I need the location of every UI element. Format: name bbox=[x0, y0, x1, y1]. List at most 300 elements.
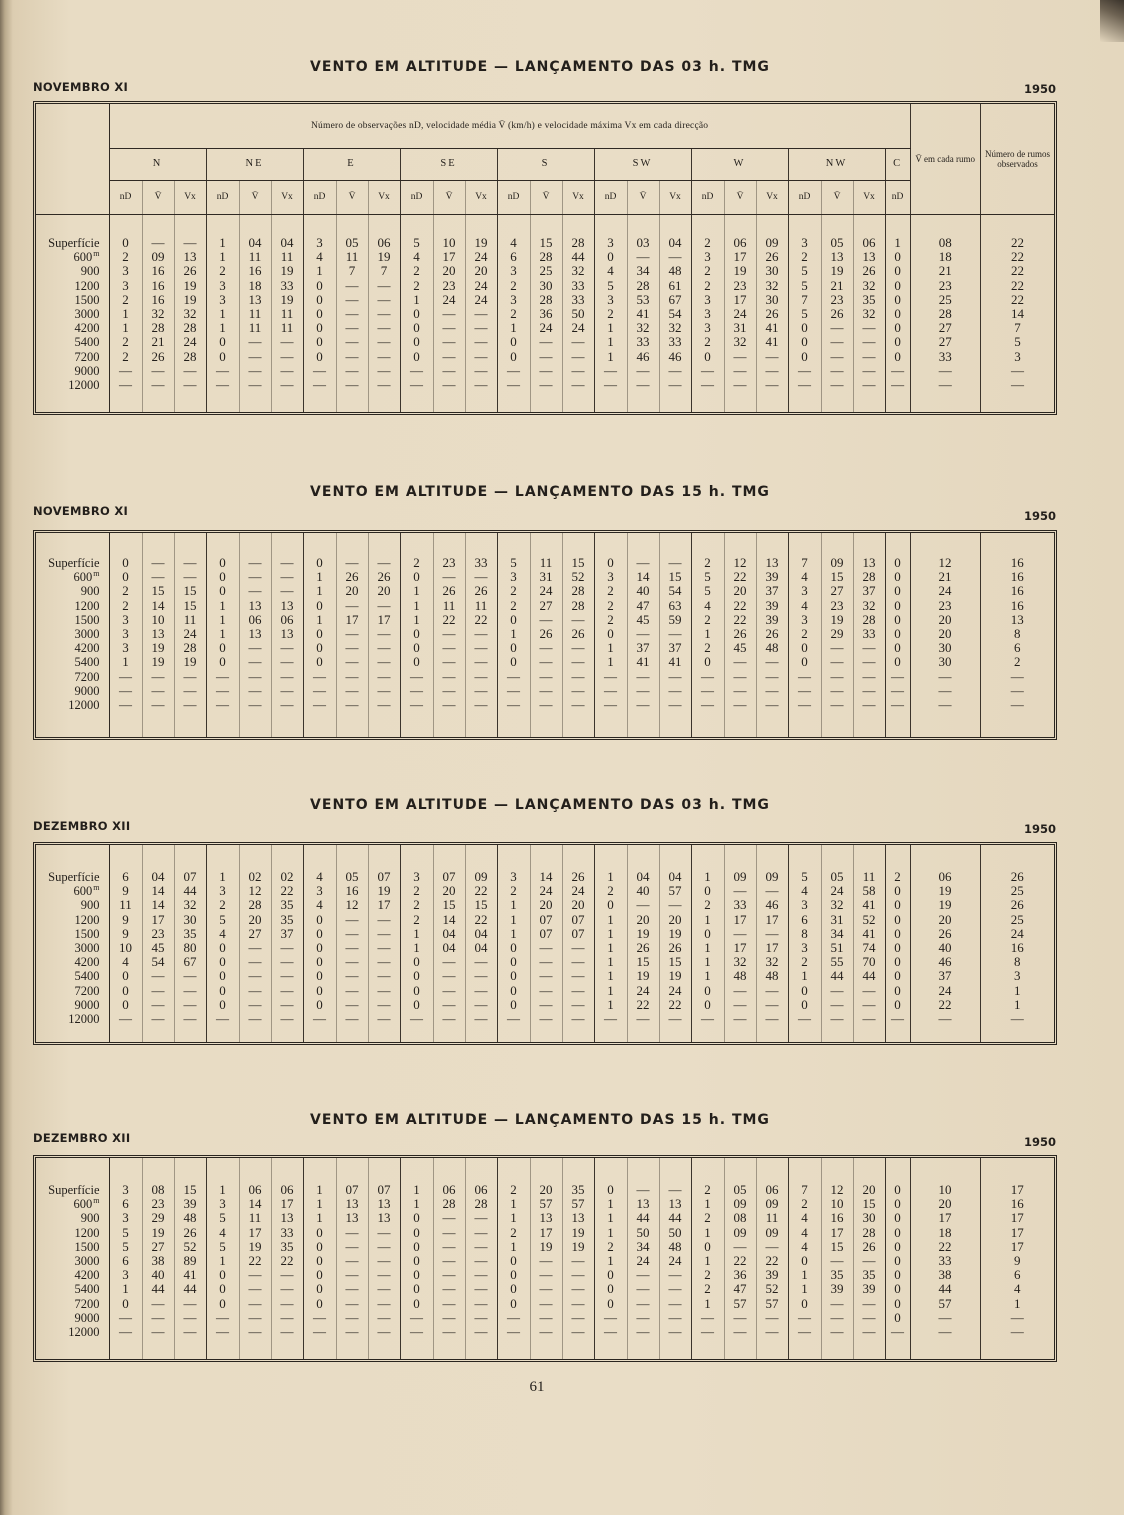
table-cell: — bbox=[433, 627, 465, 641]
table-cell: 0 bbox=[206, 969, 239, 983]
table-cell: — bbox=[336, 955, 368, 969]
table-cell: 06 bbox=[271, 1183, 303, 1197]
table-cell: — bbox=[174, 670, 206, 684]
table-cell: 0 bbox=[885, 1297, 910, 1311]
empty-cell bbox=[788, 214, 821, 236]
table-cell: 24 bbox=[659, 1254, 691, 1268]
altitude-label bbox=[36, 998, 109, 1012]
table-row bbox=[36, 264, 1054, 278]
table-cell: 05 bbox=[821, 236, 853, 250]
table-cell: 0 bbox=[885, 884, 910, 898]
table-cell: 19 bbox=[659, 927, 691, 941]
table-cell: 0 bbox=[788, 984, 821, 998]
table-cell: 28 bbox=[910, 307, 980, 321]
table-cell: 44 bbox=[142, 1282, 174, 1296]
table-cell: 0 bbox=[885, 913, 910, 927]
subcolumn-header: nD bbox=[885, 180, 910, 214]
empty-cell bbox=[433, 845, 465, 870]
altitude-text: 7200 bbox=[74, 1296, 100, 1311]
table-cell: 9 bbox=[109, 913, 142, 927]
table-cell: — bbox=[562, 1325, 594, 1339]
table-cell: 04 bbox=[659, 236, 691, 250]
empty-cell bbox=[497, 1339, 530, 1359]
table-cell: 0 bbox=[885, 293, 910, 307]
empty-cell bbox=[627, 392, 659, 412]
table-cell: 3 bbox=[206, 279, 239, 293]
altitude-label bbox=[36, 556, 109, 570]
table-cell: 22 bbox=[271, 884, 303, 898]
table-cell: — bbox=[821, 670, 853, 684]
empty-cell bbox=[174, 1026, 206, 1042]
table-cell: 15 bbox=[465, 898, 497, 912]
altitude-text: 7200 bbox=[74, 669, 100, 684]
table-cell: — bbox=[400, 378, 433, 392]
table-cell: 16 bbox=[980, 941, 1054, 955]
table-cell: — bbox=[368, 1012, 400, 1026]
table-cell: 0 bbox=[497, 941, 530, 955]
table-cell: 39 bbox=[756, 599, 788, 613]
table-cell: — bbox=[659, 1268, 691, 1282]
table-cell: 0 bbox=[788, 641, 821, 655]
table-cell: 0 bbox=[885, 613, 910, 627]
table-cell: 16 bbox=[980, 1197, 1054, 1211]
table-cell: 5 bbox=[206, 1240, 239, 1254]
altitude-text: 900 bbox=[80, 898, 100, 913]
table-cell: 1 bbox=[594, 321, 627, 335]
table-cell: — bbox=[271, 969, 303, 983]
table-cell: — bbox=[821, 1012, 853, 1026]
table-cell: 0 bbox=[497, 350, 530, 364]
table-cell: 0 bbox=[497, 655, 530, 669]
table-cell: — bbox=[627, 1282, 659, 1296]
altitude-text: 4200 bbox=[74, 321, 100, 336]
altitude-text: 12000 bbox=[68, 1324, 100, 1339]
table-cell: — bbox=[465, 655, 497, 669]
table-cell: 2 bbox=[109, 293, 142, 307]
table-cell: 18 bbox=[239, 279, 271, 293]
table-cell: — bbox=[271, 1311, 303, 1325]
table-cell: — bbox=[853, 335, 885, 349]
table-cell: 40 bbox=[910, 941, 980, 955]
empty-cell bbox=[174, 533, 206, 556]
table-cell: — bbox=[336, 684, 368, 698]
empty-cell bbox=[239, 533, 271, 556]
table-cell: — bbox=[433, 1268, 465, 1282]
table-cell: 1 bbox=[109, 655, 142, 669]
table-cell: — bbox=[627, 250, 659, 264]
table-cell: — bbox=[821, 335, 853, 349]
empty-cell bbox=[368, 533, 400, 556]
table-cell: 54 bbox=[142, 955, 174, 969]
table-cell: — bbox=[562, 1311, 594, 1325]
table-cell: 0 bbox=[497, 335, 530, 349]
table-cell: 04 bbox=[465, 927, 497, 941]
table-cell: 3 bbox=[594, 570, 627, 584]
table-cell: — bbox=[980, 1325, 1054, 1339]
table-cell: — bbox=[821, 321, 853, 335]
empty-cell bbox=[885, 845, 910, 870]
empty-cell bbox=[303, 845, 336, 870]
table-cell: 28 bbox=[239, 898, 271, 912]
table-cell: 26 bbox=[562, 870, 594, 884]
table-cell: 25 bbox=[530, 264, 562, 278]
table-cell: — bbox=[691, 364, 724, 378]
table-cell: — bbox=[271, 655, 303, 669]
table-cell: 4 bbox=[788, 1226, 821, 1240]
table-cell: 0 bbox=[885, 969, 910, 983]
table-cell: 4 bbox=[788, 1240, 821, 1254]
table-cell: 17 bbox=[142, 913, 174, 927]
table-cell: — bbox=[271, 670, 303, 684]
altitude-label bbox=[36, 307, 109, 321]
table-cell: 0 bbox=[885, 1240, 910, 1254]
table-cell: 44 bbox=[853, 969, 885, 983]
table-cell: — bbox=[659, 556, 691, 570]
table-cell: 24 bbox=[465, 293, 497, 307]
empty-cell bbox=[303, 392, 336, 412]
empty-cell bbox=[433, 1339, 465, 1359]
table-cell: 33 bbox=[465, 556, 497, 570]
table-cell: 39 bbox=[756, 1268, 788, 1282]
table-cell: 06 bbox=[368, 236, 400, 250]
table-cell: 35 bbox=[562, 1183, 594, 1197]
table-cell: — bbox=[724, 927, 756, 941]
table-cell: 5 bbox=[206, 1211, 239, 1225]
wind-table bbox=[36, 533, 1054, 737]
table-cell: 3 bbox=[206, 1197, 239, 1211]
table-cell: — bbox=[756, 378, 788, 392]
empty-cell bbox=[142, 392, 174, 412]
altitude-label bbox=[36, 1268, 109, 1282]
table-cell: 23 bbox=[910, 599, 980, 613]
table-cell: 19 bbox=[910, 884, 980, 898]
table-cell: — bbox=[724, 684, 756, 698]
table-cell: — bbox=[433, 1297, 465, 1311]
table-cell: — bbox=[303, 670, 336, 684]
altitude-label bbox=[36, 364, 109, 378]
table-cell: 1 bbox=[594, 969, 627, 983]
table-cell: 32 bbox=[562, 264, 594, 278]
table-row bbox=[36, 335, 1054, 349]
table-cell: 26 bbox=[756, 627, 788, 641]
table-cell: 0 bbox=[206, 641, 239, 655]
table-cell: 1 bbox=[594, 1254, 627, 1268]
table-cell: 20 bbox=[659, 913, 691, 927]
table-cell: 2 bbox=[691, 279, 724, 293]
table-cell: 0 bbox=[303, 984, 336, 998]
empty-cell bbox=[206, 214, 239, 236]
empty-cell bbox=[910, 712, 980, 737]
table-row bbox=[36, 350, 1054, 364]
table-cell: 3 bbox=[980, 350, 1054, 364]
table-cell: 2 bbox=[206, 898, 239, 912]
table-cell: — bbox=[980, 364, 1054, 378]
table-cell: 54 bbox=[659, 307, 691, 321]
table-cell: 04 bbox=[627, 870, 659, 884]
table-cell: 20 bbox=[562, 898, 594, 912]
table-cell: 32 bbox=[174, 307, 206, 321]
table-cell: 16 bbox=[980, 556, 1054, 570]
table-cell: 0 bbox=[497, 969, 530, 983]
table-cell: — bbox=[530, 684, 562, 698]
table-cell: 15 bbox=[433, 898, 465, 912]
table-cell: — bbox=[206, 1012, 239, 1026]
table-cell: 35 bbox=[271, 913, 303, 927]
table-cell: — bbox=[142, 1325, 174, 1339]
table-cell: 57 bbox=[659, 884, 691, 898]
table-cell: 06 bbox=[465, 1183, 497, 1197]
table-cell: 0 bbox=[497, 1282, 530, 1296]
table-cell: — bbox=[368, 941, 400, 955]
table-cell: — bbox=[271, 556, 303, 570]
empty-cell bbox=[530, 1158, 562, 1183]
table-cell: 24 bbox=[821, 884, 853, 898]
table-cell: — bbox=[465, 335, 497, 349]
table-cell: 09 bbox=[821, 556, 853, 570]
empty-cell bbox=[885, 1158, 910, 1183]
page-number: 61 bbox=[529, 1379, 545, 1395]
table-cell: — bbox=[239, 335, 271, 349]
table-cell: — bbox=[465, 955, 497, 969]
table-cell: 46 bbox=[910, 955, 980, 969]
empty-cell bbox=[594, 1158, 627, 1183]
table-cell: 1 bbox=[206, 236, 239, 250]
subcolumn-header: nD bbox=[400, 180, 433, 214]
table-cell: 7 bbox=[980, 321, 1054, 335]
table-cell: — bbox=[530, 378, 562, 392]
table-cell: 0 bbox=[303, 955, 336, 969]
table-cell: — bbox=[691, 1311, 724, 1325]
table-cell: — bbox=[142, 1311, 174, 1325]
table-cell: — bbox=[336, 641, 368, 655]
empty-cell bbox=[497, 533, 530, 556]
table-cell: 40 bbox=[627, 584, 659, 598]
table-cell: — bbox=[530, 955, 562, 969]
table-cell: 19 bbox=[910, 898, 980, 912]
table-cell: 15 bbox=[659, 955, 691, 969]
table-cell: — bbox=[627, 670, 659, 684]
table-cell: 1 bbox=[594, 350, 627, 364]
table-cell: — bbox=[465, 698, 497, 712]
empty-cell bbox=[788, 392, 821, 412]
table-cell: 0 bbox=[400, 570, 433, 584]
empty-cell bbox=[821, 392, 853, 412]
table-cell: 0 bbox=[400, 1282, 433, 1296]
table-cell: — bbox=[659, 378, 691, 392]
table-cell: — bbox=[530, 670, 562, 684]
table-cell: 31 bbox=[530, 570, 562, 584]
empty-cell bbox=[594, 845, 627, 870]
table-cell: 08 bbox=[910, 236, 980, 250]
table-cell: 20 bbox=[627, 913, 659, 927]
table-cell: 0 bbox=[885, 307, 910, 321]
empty-cell bbox=[853, 1339, 885, 1359]
empty-cell bbox=[239, 214, 271, 236]
direction-header: NW bbox=[788, 148, 885, 180]
table-cell: 63 bbox=[659, 599, 691, 613]
altitude-label bbox=[36, 250, 109, 264]
table-cell: 1 bbox=[303, 613, 336, 627]
altitude-text: 12000 bbox=[68, 1011, 100, 1026]
table-cell: 1 bbox=[691, 969, 724, 983]
table-cell: — bbox=[239, 641, 271, 655]
empty-cell bbox=[433, 392, 465, 412]
table-cell: 13 bbox=[853, 556, 885, 570]
table-cell: — bbox=[910, 364, 980, 378]
table-cell: 0 bbox=[885, 1211, 910, 1225]
table-cell: — bbox=[821, 998, 853, 1012]
table-cell: — bbox=[206, 1325, 239, 1339]
table-cell: 0 bbox=[885, 898, 910, 912]
table-cell: 0 bbox=[885, 1311, 910, 1325]
table-cell: 11 bbox=[271, 307, 303, 321]
table-cell: 41 bbox=[627, 307, 659, 321]
table-cell: 67 bbox=[174, 955, 206, 969]
table-cell: — bbox=[659, 364, 691, 378]
table-cell: 03 bbox=[627, 236, 659, 250]
table-cell: 26 bbox=[433, 584, 465, 598]
altitude-text: 4200 bbox=[74, 955, 100, 970]
table-cell: — bbox=[980, 1012, 1054, 1026]
table-cell: — bbox=[109, 364, 142, 378]
empty-cell bbox=[368, 712, 400, 737]
table-cell: 17 bbox=[368, 613, 400, 627]
subcolumn-header: nD bbox=[788, 180, 821, 214]
table-cell: 5 bbox=[788, 264, 821, 278]
empty-cell bbox=[206, 1026, 239, 1042]
table-cell: 30 bbox=[756, 264, 788, 278]
table-cell: 17 bbox=[980, 1183, 1054, 1197]
empty-cell bbox=[336, 845, 368, 870]
table-cell: — bbox=[562, 378, 594, 392]
table-cell: 2 bbox=[109, 584, 142, 598]
table-cell: 13 bbox=[368, 1197, 400, 1211]
table-cell: 15 bbox=[853, 1197, 885, 1211]
table-cell: 12 bbox=[910, 556, 980, 570]
empty-cell bbox=[980, 533, 1054, 556]
altitude-text: 3000 bbox=[74, 307, 100, 322]
table-cell: 20 bbox=[910, 1197, 980, 1211]
table-cell: 53 bbox=[627, 293, 659, 307]
table-cell: — bbox=[239, 941, 271, 955]
table-row bbox=[36, 670, 1054, 684]
table-cell: 0 bbox=[303, 1268, 336, 1282]
empty-cell bbox=[400, 845, 433, 870]
empty-cell bbox=[530, 1339, 562, 1359]
table-cell: 24 bbox=[659, 984, 691, 998]
empty-cell bbox=[788, 1026, 821, 1042]
empty-cell bbox=[109, 1026, 142, 1042]
table-cell: 21 bbox=[142, 335, 174, 349]
table-cell: — bbox=[239, 698, 271, 712]
table-cell: — bbox=[594, 684, 627, 698]
table-cell: — bbox=[756, 684, 788, 698]
altitude-text: 5400 bbox=[74, 1282, 100, 1297]
table-cell: — bbox=[271, 1268, 303, 1282]
table-cell: 09 bbox=[756, 870, 788, 884]
table-cell: — bbox=[530, 969, 562, 983]
altitude-label bbox=[36, 913, 109, 927]
table-cell: — bbox=[562, 655, 594, 669]
table-cell: 13 bbox=[239, 599, 271, 613]
table-cell: 5 bbox=[497, 556, 530, 570]
table-cell: 26 bbox=[853, 264, 885, 278]
table-cell: 2 bbox=[400, 556, 433, 570]
table-cell: — bbox=[109, 1311, 142, 1325]
table-cell: 11 bbox=[853, 870, 885, 884]
table-cell: 1 bbox=[206, 1254, 239, 1268]
altitude-text: Superfície bbox=[48, 1183, 100, 1198]
empty-cell bbox=[724, 1026, 756, 1042]
altitude-text: 1500 bbox=[74, 926, 100, 941]
empty-cell bbox=[239, 1026, 271, 1042]
table-cell: — bbox=[530, 655, 562, 669]
label-cell bbox=[36, 712, 109, 737]
table-cell: 1 bbox=[303, 1197, 336, 1211]
table-cell: — bbox=[142, 984, 174, 998]
table-cell: 8 bbox=[788, 927, 821, 941]
table-cell: 2 bbox=[400, 913, 433, 927]
table-cell: 17 bbox=[336, 613, 368, 627]
empty-cell bbox=[336, 392, 368, 412]
table-cell: 13 bbox=[336, 1211, 368, 1225]
table-cell: — bbox=[885, 1012, 910, 1026]
table-row bbox=[36, 698, 1054, 712]
table-cell: 3 bbox=[788, 613, 821, 627]
table-cell: 04 bbox=[465, 941, 497, 955]
table-cell: — bbox=[821, 684, 853, 698]
empty-cell bbox=[368, 392, 400, 412]
table-cell: 19 bbox=[174, 293, 206, 307]
table-cell: 0 bbox=[206, 350, 239, 364]
table-cell: 4 bbox=[788, 599, 821, 613]
table-title: VENTO EM ALTITUDE — LANÇAMENTO DAS 03 h. TMG bbox=[310, 59, 770, 75]
table-cell: 09 bbox=[465, 870, 497, 884]
table-cell: 0 bbox=[885, 1254, 910, 1268]
table-cell: — bbox=[368, 955, 400, 969]
empty-cell bbox=[627, 1026, 659, 1042]
table-cell: 1 bbox=[400, 927, 433, 941]
empty-cell bbox=[627, 533, 659, 556]
table-cell: 41 bbox=[756, 335, 788, 349]
table-cell: 2 bbox=[594, 884, 627, 898]
table-cell: 33 bbox=[659, 335, 691, 349]
table-cell: 0 bbox=[303, 641, 336, 655]
table-cell: — bbox=[174, 364, 206, 378]
table-cell: 50 bbox=[659, 1226, 691, 1240]
table-cell: 5 bbox=[400, 236, 433, 250]
table-cell: 46 bbox=[756, 898, 788, 912]
table-cell: 13 bbox=[821, 250, 853, 264]
table-cell: 20 bbox=[368, 584, 400, 598]
altitude-label bbox=[36, 1226, 109, 1240]
table-cell: 1 bbox=[206, 599, 239, 613]
table-cell: — bbox=[368, 1254, 400, 1268]
table-cell: 6 bbox=[497, 250, 530, 264]
table-cell: 23 bbox=[433, 279, 465, 293]
table-cell: — bbox=[788, 1311, 821, 1325]
table-cell: — bbox=[142, 236, 174, 250]
table-cell: 22 bbox=[724, 599, 756, 613]
table-cell: 1 bbox=[400, 599, 433, 613]
table-cell: — bbox=[368, 599, 400, 613]
table-row bbox=[36, 1311, 1054, 1325]
altitude-label bbox=[36, 335, 109, 349]
table-cell: — bbox=[433, 1325, 465, 1339]
table-cell: — bbox=[627, 1012, 659, 1026]
table-cell: 3 bbox=[109, 1268, 142, 1282]
subcolumn-header: Vx bbox=[853, 180, 885, 214]
